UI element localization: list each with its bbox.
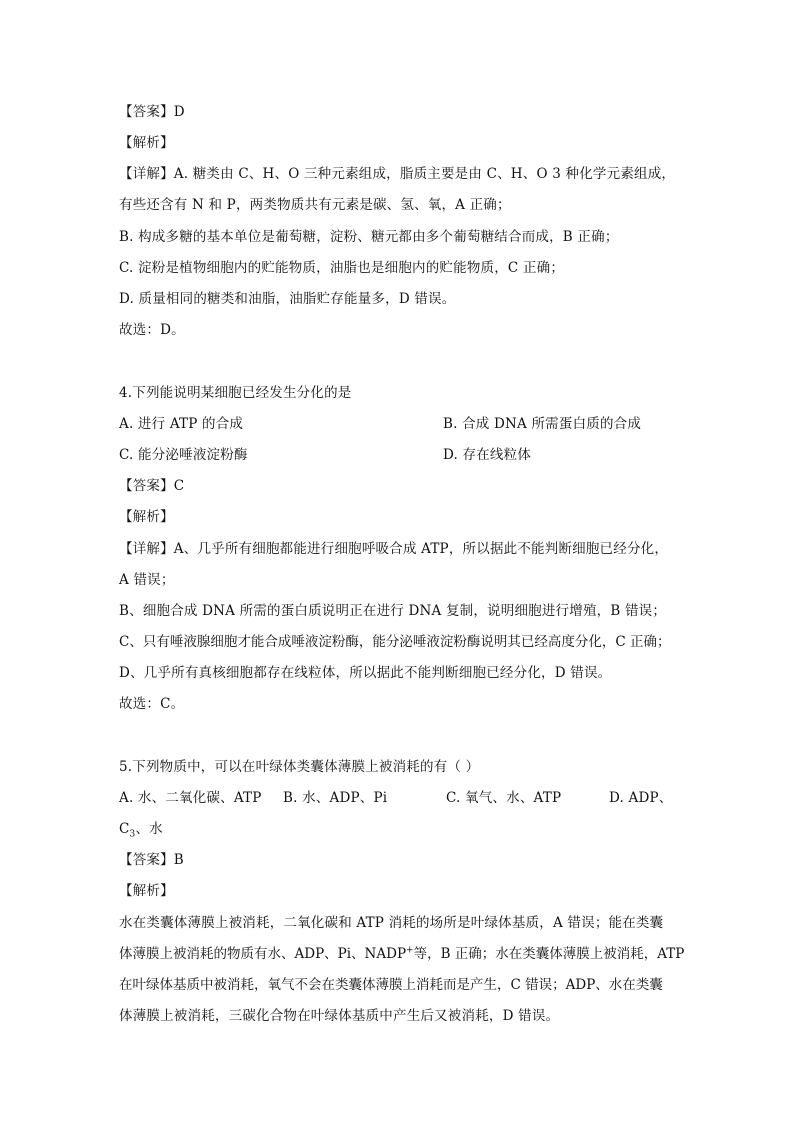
q5-option-d-subscript: 3 <box>129 829 136 840</box>
q4-option-c: C. 能分泌唾液淀粉酶 <box>119 447 248 463</box>
q4-option-b: B. 合成 DNA 所需蛋白质的合成 <box>443 416 642 432</box>
q4-detail-line-1: 【详解】A、几乎所有细胞都能进行细胞呼吸合成 ATP，所以据此不能判断细胞已经分化， <box>119 541 669 557</box>
q4-analysis-label: 【解析】 <box>119 509 174 525</box>
q4-conclusion: 故选：C。 <box>119 696 185 712</box>
q5-detail-line-1: 水在类囊体薄膜上被消耗，二氧化碳和 ATP 消耗的场所是叶绿体基质，A 错误；能在类囊 <box>119 915 664 931</box>
q3-detail-b: B. 构成多糖的基本单位是葡萄糖，淀粉、糖元都由多个葡萄糖结合而成，B 正确； <box>119 229 619 245</box>
q5-detail-line-3: 在叶绿体基质中被消耗，氧气不会在类囊体薄膜上消耗而是产生，C 错误；ADP、水在类囊 <box>119 977 663 993</box>
q5-option-a: A. 水、二氧化碳、ATP <box>119 790 262 806</box>
q4-option-d: D. 存在线粒体 <box>443 447 532 463</box>
q5-answer: 【答案】B <box>119 852 184 868</box>
q5-analysis-label: 【解析】 <box>119 883 174 899</box>
q5-option-d-rest: 、水 <box>135 821 163 837</box>
q3-answer: 【答案】D <box>119 104 185 120</box>
q3-conclusion: 故选：D。 <box>119 322 185 338</box>
q4-detail-d: D、几乎所有真核细胞都存在线粒体，所以据此不能判断细胞已经分化，D 错误。 <box>119 665 612 681</box>
q3-detail-line-2: 有些还含有 N 和 P，两类物质共有元素是碳、氢、氧，A 正确； <box>119 197 511 213</box>
q5-stem: 5.下列物质中，可以在叶绿体类囊体薄膜上被消耗的有（ ） <box>119 759 480 775</box>
q4-detail-line-2: A 错误； <box>119 572 175 588</box>
q4-answer: 【答案】C <box>119 478 185 494</box>
q5-detail-line-2 <box>119 945 684 963</box>
q3-detail-d: D. 质量相同的糖类和油脂，油脂贮存能量多，D 错误。 <box>119 291 456 307</box>
q5-option-c: C. 氧气、水、ATP <box>446 790 562 806</box>
q5-option-d-first-part: D. ADP、 <box>609 790 673 806</box>
q3-detail-c: C. 淀粉是植物细胞内的贮能物质，油脂也是细胞内的贮能物质，C 正确； <box>119 260 565 276</box>
q5-option-d-continued <box>119 820 163 838</box>
q5-detail-line-4: 体薄膜上被消耗，三碳化合物在叶绿体基质中产生后又被消耗，D 错误。 <box>119 1008 560 1024</box>
q5-detail-superscript: + <box>406 945 414 956</box>
q5-option-d-c: C <box>119 821 130 837</box>
q5-option-b: B. 水、ADP、Pi <box>283 790 388 806</box>
q3-analysis-label: 【解析】 <box>119 135 174 151</box>
q5-detail-line-2b: 等，B 正确；水在类囊体薄膜上被消耗，ATP <box>413 946 685 962</box>
q4-stem: 4.下列能说明某细胞已经发生分化的是 <box>119 385 352 401</box>
q4-detail-c: C、只有唾液腺细胞才能合成唾液淀粉酶，能分泌唾液淀粉酶说明其已经高度分化，C 正确； <box>119 634 671 650</box>
q4-option-a: A. 进行 ATP 的合成 <box>119 416 244 432</box>
q4-detail-b: B、细胞合成 DNA 所需的蛋白质说明正在进行 DNA 复制，说明细胞进行增殖，B 错误； <box>119 603 667 619</box>
q5-detail-line-2a: 体薄膜上被消耗的物质有水、ADP、Pi、NADP <box>119 946 407 962</box>
q3-detail-line-1: 【详解】A. 糖类由 C、H、O 三种元素组成，脂质主要是由 C、H、O 3 种化学元素组成， <box>119 166 676 182</box>
